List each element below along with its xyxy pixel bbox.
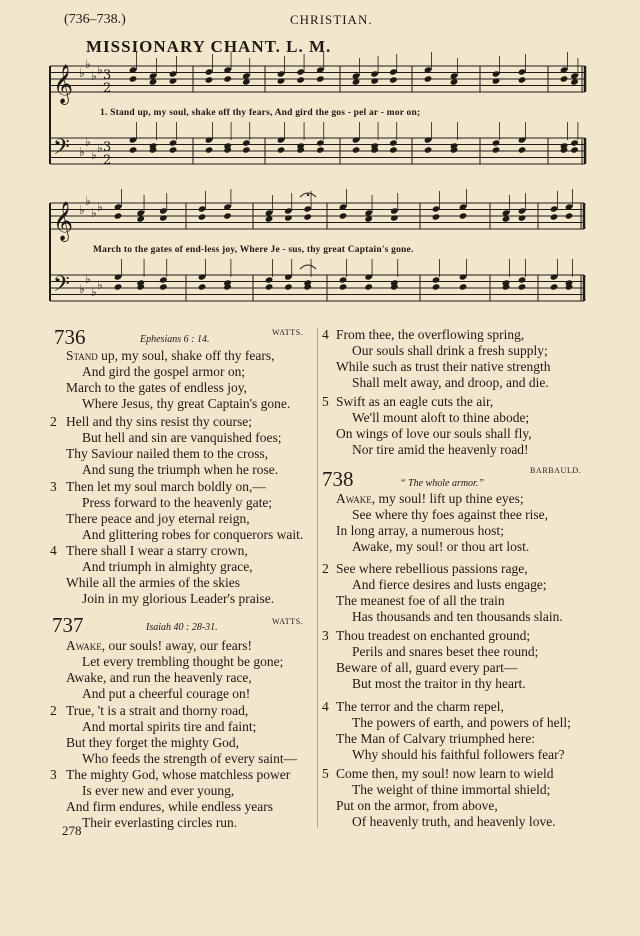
note-head (370, 77, 379, 84)
note-head (459, 283, 468, 290)
verse-line: The weight of thine immortal shield; (352, 782, 551, 797)
verse-line: And firm endures, while endless years (66, 799, 273, 814)
music-lyrics-line-1: 1. Stand up, my soul, shake off thy fears, And gird the gos - pel ar - mor on; (100, 108, 421, 118)
note-head (198, 273, 207, 280)
note-head (432, 213, 441, 220)
verse-number: 3 (322, 628, 329, 643)
note-head (303, 205, 312, 212)
verse-line: And triumph in almighty grace, (82, 559, 253, 574)
note-head (159, 207, 168, 214)
verse-line (336, 491, 524, 507)
note-head (432, 283, 441, 290)
note-head (242, 139, 251, 146)
note-head (424, 146, 433, 153)
page-range: (736–738.) (64, 12, 126, 27)
verse-line: True, 't is a strait and thorny road, (66, 703, 249, 718)
note-head (518, 136, 527, 143)
time-signature: 3 (103, 68, 112, 83)
verse-line: Awake, my soul! or thou art lost. (352, 539, 530, 554)
verse-line: Beware of all, guard every part— (336, 660, 518, 675)
note-head (169, 70, 178, 77)
time-signature: 2 (103, 81, 112, 96)
verse-initial-word: Stand (66, 348, 98, 363)
note-head (352, 136, 361, 143)
verse-line: But they forget the mighty God, (66, 735, 239, 750)
verse-number: 5 (322, 394, 329, 409)
note-head (277, 70, 286, 77)
verse-number: 4 (322, 699, 329, 714)
note-head (550, 283, 559, 290)
note-head (370, 70, 379, 77)
verse-line: Join in my glorious Leader's praise. (82, 591, 275, 606)
note-head (518, 214, 527, 221)
flat-sign-icon: ♭ (85, 194, 91, 208)
note-head (205, 68, 214, 75)
note-head (518, 76, 527, 83)
note-head (518, 68, 527, 75)
note-head (352, 146, 361, 153)
verse-line: Of heavenly truth, and heavenly love. (352, 814, 556, 829)
verse-line: And put a cheerful courage on! (82, 686, 251, 701)
note-head (114, 212, 123, 219)
verse-line: Perils and snares beset thee round; (352, 644, 539, 659)
note-head (205, 76, 214, 83)
hymn-author: WATTS. (272, 328, 304, 337)
verse-line-text: up, my soul, shake off thy fears, (97, 348, 275, 363)
note-head (114, 273, 123, 280)
note-head (550, 273, 559, 280)
note-head (159, 214, 168, 221)
verse-line: Let every trembling thought be gone; (82, 654, 284, 669)
note-head (364, 273, 373, 280)
verse-line (66, 348, 275, 364)
note-head (550, 205, 559, 212)
verse-line: The mighty God, whose matchless power (66, 767, 291, 782)
flat-sign-icon: ♭ (97, 278, 103, 292)
verse-line: Where Jesus, thy great Captain's gone. (82, 396, 291, 411)
hymn-author: WATTS. (272, 617, 304, 626)
note-head (389, 76, 398, 83)
note-head (296, 76, 305, 83)
time-signature: 3 (103, 140, 112, 155)
hymn-number: 737 (52, 613, 84, 637)
note-head (205, 146, 214, 153)
note-head (265, 283, 274, 290)
note-head (296, 68, 305, 75)
verse-number: 4 (50, 543, 57, 558)
note-head (169, 77, 178, 84)
verse-number: 3 (50, 479, 57, 494)
verse-line: Their everlasting circles run. (82, 815, 238, 830)
verse-line: And sung the triumph when he rose. (82, 462, 279, 477)
bass-clef-icon: 𝄢 (53, 272, 70, 302)
flat-sign-icon: ♭ (91, 206, 97, 220)
note-head (277, 146, 286, 153)
note-head (223, 212, 232, 219)
hymn-author: BARBAULD. (530, 466, 582, 475)
verse-line: While such as trust their native strength (336, 359, 551, 374)
verse-initial-word: Awake (66, 638, 102, 653)
verse-line: There peace and joy eternal reign, (66, 511, 250, 526)
flat-sign-icon: ♭ (79, 203, 85, 217)
note-head (560, 75, 569, 82)
verse-line: See where rebellious passions rage, (336, 561, 528, 576)
verse-number: 2 (50, 703, 57, 718)
note-head (284, 207, 293, 214)
note-head (492, 70, 501, 77)
note-head (570, 146, 579, 153)
verse-line: Put on the armor, from above, (336, 798, 498, 813)
note-head (565, 212, 574, 219)
verse-line: Hell and thy sins resist thy course; (66, 414, 252, 429)
verse-line: And glittering robes for conquerors wait. (82, 527, 304, 542)
note-head (242, 146, 251, 153)
fermata-dot (307, 194, 309, 196)
note-head (459, 273, 468, 280)
verse-number: 2 (322, 561, 329, 576)
note-head (424, 75, 433, 82)
note-head (316, 75, 325, 82)
note-head (316, 146, 325, 153)
note-head (518, 146, 527, 153)
verse-line: There shall I wear a starry crown, (66, 543, 248, 558)
verse-line: We'll mount aloft to thine abode; (352, 410, 530, 425)
note-head (277, 77, 286, 84)
verse-line: And fierce desires and lusts engage; (352, 577, 547, 592)
verse-line: In long array, a numerous host; (336, 523, 504, 538)
verse-line: The powers of earth, and powers of hell; (352, 715, 571, 730)
note-head (390, 207, 399, 214)
verse-line: The Man of Calvary triumphed here: (336, 731, 536, 746)
note-head (432, 205, 441, 212)
flat-sign-icon: ♭ (79, 66, 85, 80)
note-head (492, 77, 501, 84)
verse-line: Who feeds the strength of every saint— (82, 751, 298, 766)
note-head (159, 276, 168, 283)
hymn-reference: Ephesians 6 : 14. (140, 334, 210, 345)
tune-title: MISSIONARY CHANT. L. M. (86, 37, 332, 56)
note-head (389, 68, 398, 75)
note-head (277, 136, 286, 143)
note-head (265, 276, 274, 283)
verse-line: Why should his faithful followers fear? (352, 747, 565, 762)
music-score (0, 0, 640, 320)
note-head (339, 212, 348, 219)
verse-initial-word: Awake (336, 491, 372, 506)
note-head (364, 283, 373, 290)
verse-line: Is ever new and ever young, (82, 783, 235, 798)
verse-line-text: , our souls! away, our fears! (101, 638, 252, 653)
verse-line: The terror and the charm repel, (336, 699, 504, 714)
verse-number: 2 (50, 414, 57, 429)
verse-line: And mortal spirits tire and faint; (82, 719, 257, 734)
flat-sign-icon: ♭ (91, 148, 97, 162)
note-head (205, 136, 214, 143)
verse-line: Has thousands and ten thousands slain. (352, 609, 563, 624)
flat-sign-icon: ♭ (85, 135, 91, 149)
flat-sign-icon: ♭ (85, 57, 91, 71)
note-head (492, 146, 501, 153)
verse-line: Swift as an eagle cuts the air, (336, 394, 494, 409)
note-head (284, 283, 293, 290)
note-head (284, 273, 293, 280)
verse-line: But hell and sin are vanquished foes; (82, 430, 282, 445)
note-head (339, 276, 348, 283)
flat-sign-icon: ♭ (91, 69, 97, 83)
hymn-number: 736 (54, 325, 86, 349)
verse-line: Our souls shall drink a fresh supply; (352, 343, 548, 358)
verse-line: Thy Saviour nailed them to the cross, (66, 446, 269, 461)
verse-line: While all the armies of the skies (66, 575, 240, 590)
note-head (459, 212, 468, 219)
verse-line: Thou treadest on enchanted ground; (336, 628, 531, 643)
section-title: CHRISTIAN. (290, 12, 373, 27)
flat-sign-icon: ♭ (97, 200, 103, 214)
treble-clef-icon: 𝄞 (53, 201, 74, 241)
time-signature: 2 (103, 153, 112, 168)
note-head (570, 139, 579, 146)
flat-sign-icon: ♭ (79, 282, 85, 296)
note-head (198, 205, 207, 212)
verse-line: But most the traitor in thy heart. (352, 676, 526, 691)
flat-sign-icon: ♭ (91, 285, 97, 299)
note-head (518, 276, 527, 283)
verse-line: The meanest foe of all the train (336, 593, 505, 608)
bass-clef-icon: 𝄢 (53, 135, 70, 165)
hymn-reference: Isaiah 40 : 28-31. (146, 622, 218, 633)
flat-sign-icon: ♭ (97, 63, 103, 77)
verse-line: Nor tire amid the heavenly road! (352, 442, 529, 457)
verse-line: On wings of love our souls shall fly, (336, 426, 532, 441)
note-head (169, 146, 178, 153)
note-head (432, 276, 441, 283)
verse-line: Shall melt away, and droop, and die. (352, 375, 549, 390)
fermata-icon (300, 265, 316, 269)
note-head (518, 207, 527, 214)
note-head (424, 136, 433, 143)
page-number: 278 (62, 823, 82, 838)
note-head (550, 213, 559, 220)
note-head (129, 136, 138, 143)
verse-line: See where thy foes against thee rise, (352, 507, 549, 522)
hymn-number: 738 (322, 467, 354, 491)
note-head (389, 146, 398, 153)
verse-line: Then let my soul march boldly on,— (66, 479, 266, 494)
flat-sign-icon: ♭ (85, 272, 91, 286)
note-head (159, 283, 168, 290)
note-head (129, 146, 138, 153)
verse-line-text: , my soul! lift up thine eyes; (371, 491, 524, 506)
note-head (389, 139, 398, 146)
flat-sign-icon: ♭ (79, 145, 85, 159)
note-head (284, 214, 293, 221)
column-divider (317, 328, 318, 828)
note-head (339, 283, 348, 290)
verse-line: Come then, my soul! now learn to wield (336, 766, 554, 781)
note-head (390, 214, 399, 221)
note-head (198, 213, 207, 220)
note-head (198, 283, 207, 290)
treble-clef-icon: 𝄞 (53, 64, 74, 104)
hymn-reference: “ The whole armor.” (400, 478, 484, 489)
verse-number: 4 (322, 327, 329, 342)
note-head (316, 139, 325, 146)
verse-line: And gird the gospel armor on; (82, 364, 246, 379)
verse-line: Press forward to the heavenly gate; (82, 495, 273, 510)
flat-sign-icon: ♭ (97, 141, 103, 155)
note-head (169, 139, 178, 146)
note-head (129, 75, 138, 82)
verse-line: From thee, the overflowing spring, (336, 327, 525, 342)
music-lyrics-line-2: March to the gates of end-less joy, Where Je - sus, thy great Captain's gone. (93, 245, 414, 255)
note-head (223, 75, 232, 82)
verse-line (66, 638, 252, 654)
note-head (114, 283, 123, 290)
verse-number: 3 (50, 767, 57, 782)
note-head (303, 213, 312, 220)
verse-line: Awake, and run the heavenly race, (66, 670, 252, 685)
verse-line: March to the gates of endless joy, (66, 380, 247, 395)
note-head (518, 283, 527, 290)
verse-number: 5 (322, 766, 329, 781)
note-head (492, 139, 501, 146)
